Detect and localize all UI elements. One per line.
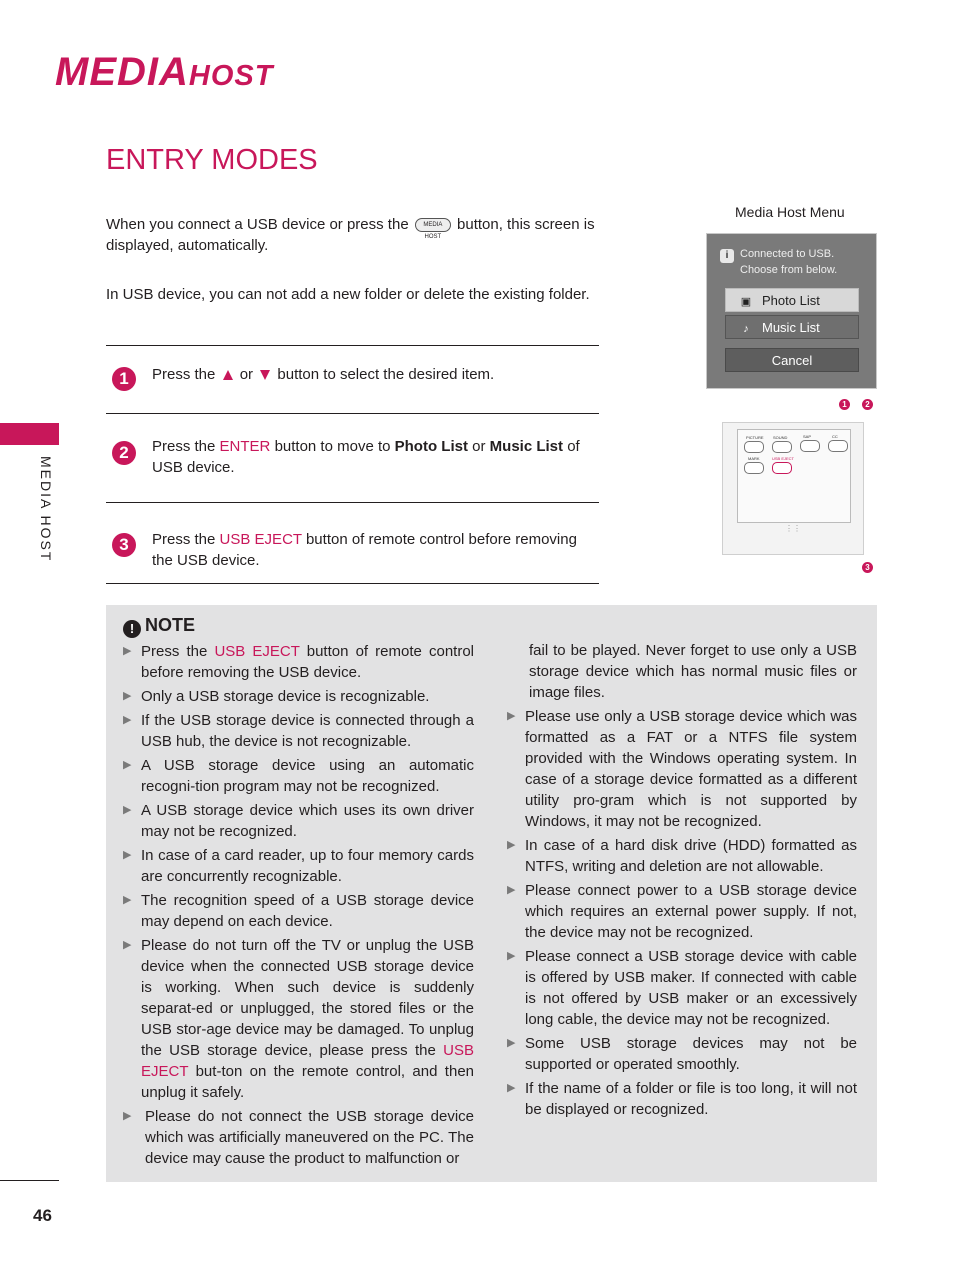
note-item [123, 800, 474, 842]
note-text: Only a USB storage device is recognizable. [141, 688, 430, 705]
bullet-arrow-icon: ▶ [507, 1037, 516, 1049]
step-3-badge: 3 [112, 533, 136, 557]
note-text: Press the [141, 643, 208, 660]
mediahost-logo [55, 52, 273, 92]
menu-info-line2: Choose from below. [740, 264, 838, 276]
note-text: button of remote control before removing the USB device. [141, 643, 474, 681]
note-item [507, 1078, 857, 1120]
note-heading [123, 615, 195, 638]
bullet-arrow-icon: ▶ [507, 1082, 516, 1094]
note-text: The recognition speed of a USB storage device may depend on each device. [141, 892, 474, 930]
usb-eject-key-label: USB EJECT [214, 643, 300, 660]
bullet-arrow-icon: ▶ [123, 690, 132, 702]
note-text: Please connect a USB storage device with cable is offered by USB maker. If connected with cable is not offered by USB maker or an excessively long cable, the device may not be recognized. [525, 948, 857, 1028]
logo-sub: HOST [188, 60, 274, 92]
usb-eject-key-label: USB EJECT [219, 531, 302, 548]
menu-cancel-button[interactable]: Cancel [725, 348, 859, 372]
figure-badge-3: 3 [862, 562, 873, 573]
remote-label-mark: MARK [748, 456, 760, 461]
bullet-arrow-icon: ▶ [507, 839, 516, 851]
menu-item-music-list[interactable] [725, 315, 859, 339]
logo-main: MEDIA [55, 50, 189, 94]
note-text: A USB storage device using an automatic recogni-tion program may not be recognized. [141, 757, 474, 795]
note-item [123, 935, 474, 1103]
remote-usb-eject-button[interactable] [772, 462, 792, 474]
bullet-arrow-icon: ▶ [123, 645, 132, 657]
down-arrow-icon [260, 370, 270, 380]
remote-mark-button[interactable] [744, 462, 764, 474]
bullet-arrow-icon: ▶ [123, 894, 132, 906]
note-right-column [507, 640, 857, 1123]
note-item [123, 890, 474, 932]
exclamation-icon: ! [123, 620, 141, 638]
step-3-text [152, 529, 592, 571]
step-3-a: Press the [152, 531, 216, 548]
section-tab-marker [0, 423, 59, 445]
note-text: If the name of a folder or file is too long, it will not be displayed or recognized. [525, 1080, 857, 1118]
remote-label-sap: SAP [803, 434, 812, 439]
note-item [507, 1033, 857, 1075]
music-note-icon: ♪ [743, 323, 749, 335]
note-text: In case of a card reader, up to four memory cards are concurrently recognizable. [141, 847, 474, 885]
menu-caption: Media Host Menu [735, 204, 845, 220]
media-host-button-icon: MEDIA HOST [415, 218, 451, 232]
usb-eject-key-label: USB EJECT [141, 1042, 474, 1080]
remote-dpad-icon: ⋮⋮ [785, 524, 801, 533]
info-icon: i [720, 249, 734, 263]
step-2-badge: 2 [112, 441, 136, 465]
section-label: MEDIA HOST [38, 456, 54, 563]
note-item-continued [507, 640, 857, 703]
bullet-arrow-icon: ▶ [507, 950, 516, 962]
remote-button-panel [737, 429, 851, 523]
enter-key-label: ENTER [219, 438, 271, 455]
bullet-arrow-icon: ▶ [507, 884, 516, 896]
page-title: ENTRY MODES [106, 144, 318, 176]
photo-list-label: Photo List [394, 438, 468, 455]
bullet-arrow-icon: ▶ [123, 714, 132, 726]
intro-warning: In USB device, you can not add a new folder or delete the existing folder. [106, 286, 590, 303]
step-2-a: Press the [152, 438, 216, 455]
note-text: In case of a hard disk drive (HDD) formatted as NTFS, writing and deletion are not allowable. [525, 837, 857, 875]
menu-info-line1: Connected to USB. [740, 248, 835, 260]
intro-part2: button, this screen is displayed, automatically. [106, 216, 595, 254]
step-1-b: or [239, 366, 254, 383]
note-item [123, 686, 474, 707]
bullet-arrow-icon: ▶ [123, 939, 132, 951]
remote-label-picture: PICTURE [746, 435, 764, 440]
note-item [123, 710, 474, 752]
remote-sap-button[interactable] [800, 440, 820, 452]
note-item [123, 755, 474, 797]
divider [106, 583, 599, 584]
menu-item-photo-list[interactable] [725, 288, 859, 312]
divider [106, 413, 599, 414]
step-1-c: button to select the desired item. [277, 366, 495, 383]
note-text: A USB storage device which uses its own driver may not be recognized. [141, 802, 474, 840]
note-text: Some USB storage devices may not be supported or operated smoothly. [525, 1035, 857, 1073]
photo-icon: ▣ [740, 296, 752, 308]
bullet-arrow-icon: ▶ [123, 804, 132, 816]
note-item [507, 706, 857, 832]
intro-part1: When you connect a USB device or press the [106, 216, 409, 233]
step-1-badge: 1 [112, 367, 136, 391]
note-text: Please do not turn off the TV or unplug the USB device when the connected USB storage device is working. When such device is suddenly separat-ed or unplugged, the stored files or the USB stor-age device may be damaged. To unplug the USB storage device, please press the [141, 937, 474, 1059]
menu-info-text [740, 246, 837, 278]
note-text: Please do not connect the USB storage device which was artificially maneuvered on the PC. The device may cause the product to malfunction or [145, 1108, 474, 1167]
note-text: Please connect power to a USB storage device which requires an external power supply. If not, the device may not be recognized. [525, 882, 857, 941]
remote-label-cc: CC [832, 434, 838, 439]
step-1-text [152, 364, 592, 385]
note-item [507, 880, 857, 943]
up-arrow-icon [223, 370, 233, 380]
step-2-text [152, 436, 592, 478]
note-heading-text: NOTE [145, 615, 196, 635]
divider [0, 1180, 59, 1181]
step-2-b: button to move to [274, 438, 391, 455]
note-text: If the USB storage device is connected through a USB hub, the device is not recognizable. [141, 712, 474, 750]
remote-control-illustration [722, 422, 864, 555]
intro-text [106, 214, 626, 256]
remote-cc-button[interactable] [828, 440, 848, 452]
page-number: 46 [33, 1206, 52, 1225]
step-2-or: or [472, 438, 486, 455]
step-3-c: button of remote control before removing the USB device. [152, 531, 577, 569]
remote-picture-button[interactable] [744, 441, 764, 453]
note-item [123, 641, 474, 683]
note-item [507, 835, 857, 877]
remote-sound-button[interactable] [772, 441, 792, 453]
bullet-arrow-icon: ▶ [123, 849, 132, 861]
divider [106, 502, 599, 503]
bullet-arrow-icon: ▶ [123, 1110, 132, 1122]
step-2-c: of USB device. [152, 438, 580, 476]
bullet-arrow-icon: ▶ [123, 759, 132, 771]
music-list-label: Music List [489, 438, 564, 455]
remote-label-sound: SOUND [773, 435, 788, 440]
note-left-column [123, 641, 474, 1172]
step-1-a: Press the [152, 366, 216, 383]
menu-item-label: Music List [762, 320, 820, 335]
bullet-arrow-icon: ▶ [507, 710, 516, 722]
note-item [123, 1106, 474, 1169]
menu-item-label: Photo List [762, 293, 820, 308]
figure-badge-2: 2 [862, 399, 873, 410]
media-host-menu [706, 233, 877, 389]
figure-badge-1: 1 [839, 399, 850, 410]
note-item [507, 946, 857, 1030]
note-text: Please use only a USB storage device which was formatted as a FAT or a NTFS file system provided with the Windows operating system. In case of a storage device formatted as a different utility pro-gram which is not supported by Windows, it may not be recognized. [525, 708, 857, 830]
note-text: but-ton on the remote control, and then unplug it safely. [141, 1063, 475, 1101]
note-text: fail to be played. Never forget to use only a USB storage device which has normal music files or image files. [529, 642, 857, 701]
note-item [123, 845, 474, 887]
remote-label-usb-eject: USB EJECT [772, 456, 795, 461]
divider [106, 345, 599, 346]
